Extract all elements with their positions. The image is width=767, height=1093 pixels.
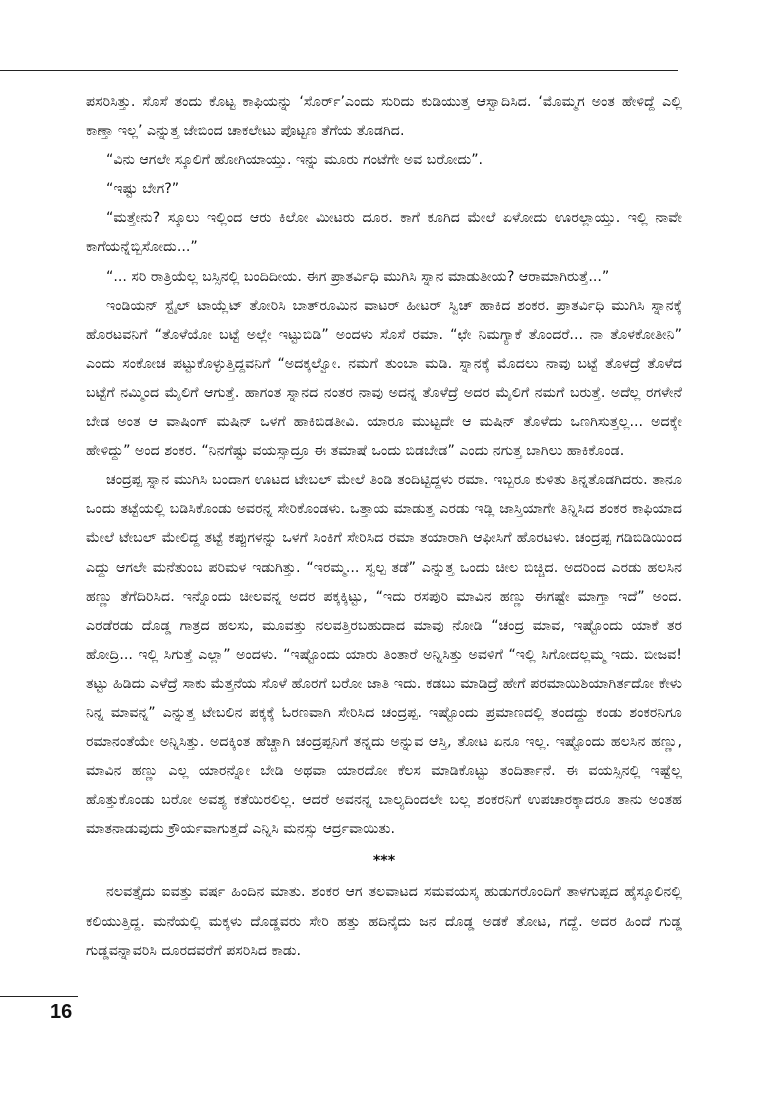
paragraph: “... ಸರಿ ರಾತ್ರಿಯೆಲ್ಲ ಬಸ್ಸಿನಲ್ಲಿ ಬಂದಿದೀಯ. ಈಗ ಪ್ರಾತರ್ವಿಧಿ ಮುಗಿಸಿ ಸ್ನಾನ ಮಾಡುತೀಯ? ಆರಾಮಾಗಿರುತ್ತೆ...” [106,268,610,285]
paragraph: “ವಿನು ಆಗಲೇ ಸ್ಕೂಲಿಗೆ ಹೋಗಿಯಾಯ್ತು. ಇನ್ನು ಮೂರು ಗಂಟೆಗೇ ಅವ ಬರೋದು”. [106,152,484,169]
paragraph: ಚಂದ್ರಪ್ಪ ಸ್ನಾನ ಮುಗಿಸಿ ಬಂದಾಗ ಊಟದ ಟೇಬಲ್ ಮೇಲೆ ತಿಂಡಿ ತಂದಿಟ್ಟಿದ್ದಳು ರಮಾ. ಇಬ್ಬರೂ ಕುಳಿತು ತಿನ್ನತೊಡಗಿದರು. ತಾನೂ ಒಂದು ತಟ್ಟೆಯಲ್ಲಿ ಬಡಿಸಿಕೊಂಡು ಅವರನ್ನ ಸೇರಿಕೊಂಡಳು. ಒತ್ತಾಯ ಮಾಡುತ್ತ ಎರಡು ಇಡ್ಲಿ ಜಾಸ್ತಿಯಾಗೇ ತಿನ್ನಿಸಿದ ಶಂಕರ ಕಾಫಿಯಾದ ಮೇಲೆ ಟೇಬಲ್ ಮೇಲಿದ್ದ ತಟ್ಟೆ ಕಪ್ಪುಗಳನ್ನು ಒಳಗೆ ಸಿಂಕಿಗೆ ಸೇರಿಸಿದ ರಮಾ ತಯಾರಾಗಿ ಆಫೀಸಿಗೆ ಹೊರಟಳು. ಚಂದ್ರಪ್ಪ ಗಡಿಬಿಡಿಯಿಂದ ಎದ್ದು ಆಗಲೇ ಮನೆತುಂಬ ಪರಿಮಳ ಇಡುಗಿತ್ತು. “ಇರಮ್ಮ... ಸ್ವಲ್ಪ ತಡೆ” ಎನ್ನುತ್ತ ಒಂದು ಚೀಲ ಬಿಚ್ಚಿದ. ಅದರಿಂದ ಎರಡು ಹಲಸಿನ ಹಣ್ಣು ತೆಗೆದಿರಿಸಿದ. ಇನ್ನೊಂದು ಚೀಲವನ್ನ ಅದರ ಪಕ್ಕಕ್ಕಿಟ್ಟು, “ಇದು ರಸಪುರಿ ಮಾವಿನ ಹಣ್ಣು ಈಗಷ್ಟೇ ಮಾಗ್ತಾ ಇದೆ” ಅಂದ. ಎರಡೆರಡು ದೊಡ್ಡ ಗಾತ್ರದ ಹಲಸು, ಮೂವತ್ತು ನಲವತ್ತಿರಬಹುದಾದ ಮಾವು ನೋಡಿ “ಚಂದ್ರ ಮಾವ, ಇಷ್ಟೊಂದು ಯಾಕೆ ತರ ಹೋದ್ರಿ... ಇಲ್ಲಿ ಸಿಗುತ್ತೆ ಎಲ್ಲಾ” ಅಂದಳು. “ಇಷ್ಟೊಂದು ಯಾರು ತಿಂತಾರೆ ಅನ್ನಿಸಿತ್ತು ಅವಳಿಗೆ “ಇಲ್ಲಿ ಸಿಗೋದಲ್ಲಮ್ಮ ಇದು. ಬೀಜವ! ತಟ್ಟು ಹಿಡಿದು ಎಳೆದ್ರೆ ಸಾಕು ಮೆತ್ತನೆಯ ಸೊಳೆ ಹೊರಗೆ ಬರೋ ಜಾತಿ ಇದು. ಕಡಬು ಮಾಡಿದ್ರೆ ಹೇಗೆ ಪರಮಾಯಿಶಿಯಾಗಿರ್ತದೋ ಕೇಳು ನಿನ್ನ ಮಾವನ್ನ” ಎನ್ನುತ್ತ ಟೇಬಲಿನ ಪಕ್ಕಕ್ಕೆ ಓರಣವಾಗಿ ಸೇರಿಸಿದ ಚಂದ್ರಪ್ಪ. ಇಷ್ಟೊಂದು ಪ್ರಮಾಣದಲ್ಲಿ ತಂದದ್ದು ಕಂಡು ಶಂಕರನಿಗೂ ರಮಾನಂತೆಯೇ ಅನ್ನಿಸಿತ್ತು. ಅದಕ್ಕಿಂತ ಹೆಚ್ಚಾಗಿ ಚಂದ್ರಪ್ಪನಿಗೆ ತನ್ನದು ಅನ್ನುವ ಆಸ್ತಿ, ತೋಟ ಏನೂ ಇಲ್ಲ. ಇಷ್ಟೊಂದು ಹಲಸಿನ ಹಣ್ಣು, ಮಾವಿನ ಹಣ್ಣು ಎಲ್ಲ ಯಾರನ್ನೋ ಬೇಡಿ ಅಥವಾ ಯಾರದೋ ಕೆಲಸ ಮಾಡಿಕೊಟ್ಟು ತಂದಿರ್ತಾನೆ. ಈ ವಯಸ್ಸಿನಲ್ಲಿ ಇಷ್ಟೆಲ್ಲ ಹೊತ್ತುಕೊಂಡು ಬರೋ ಅವಶ್ಯ ಕತೆಯಿರಲಿಲ್ಲ. ಆದರೆ ಅವನನ್ನ ಬಾಲ್ಯದಿಂದಲೇ ಬಲ್ಲ ಶಂಕರನಿಗೆ ಉಪಚಾರಕ್ಕಾದರೂ ತಾನು ಅಂತಹ ಮಾತನಾಡುವುದು ಕ್ರೌರ್ಯವಾಗುತ್ತದೆ ಎನ್ನಿಸಿ ಮನಸ್ಸು ಆರ್ದ್ರವಾಯಿತು. [86,472,682,838]
paragraph: ನಲವತ್ತೈದು ಐವತ್ತು ವರ್ಷ ಹಿಂದಿನ ಮಾತು. ಶಂಕರ ಆಗ ತಲವಾಟದ ಸಮವಯಸ್ಕ ಹುಡುಗರೊಂದಿಗೆ ತಾಳಗುಪ್ಪದ ಹೈಸ್ಕೂಲಿನಲ್ಲಿ ಕಲಿಯುತ್ತಿದ್ದ. ಮನೆಯಲ್ಲಿ ಮಕ್ಕಳು ದೊಡ್ಡವರು ಸೇರಿ ಹತ್ತು ಹದಿನೈದು ಜನ ದೊಡ್ಡ ಅಡಕೆ ತೋಟ, ಗದ್ದೆ. ಅದರ ಹಿಂದೆ ಗುಡ್ಡ ಗುಡ್ಡವನ್ನಾವರಿಸಿ ದೂರದವರೆಗೆ ಪಸರಿಸಿದ ಕಾಡು. [86,884,682,959]
section-break: *** [372,853,396,870]
paragraph: “ಮತ್ತೇನು? ಸ್ಕೂಲು ಇಲ್ಲಿಂದ ಆರು ಕಿಲೋ ಮೀಟರು ದೂರ. ಕಾಗೆ ಕೂಗಿದ ಮೇಲೆ ಏಳೋದು ಊರಲ್ಲಾಯ್ತು. ಇಲ್ಲಿ ನಾವೇ ಕಾಗೆಯನ್ನೆಬ್ಬಿಸೋದು...” [86,210,682,256]
footer-rule [0,996,78,997]
paragraph: “ಇಷ್ಟು ಬೇಗ?” [106,181,180,198]
paragraph: ಪಸರಿಸಿತ್ತು. ಸೊಸೆ ತಂದು ಕೊಟ್ಟ ಕಾಫಿಯನ್ನು ‘ಸೊರ್ರ್’ಎಂದು ಸುರಿದು ಕುಡಿಯುತ್ತ ಆಸ್ವಾದಿಸಿದ. ‘ಮೊಮ್ಮಗ ಅಂತ ಹೇಳಿದ್ದೆ ಎಲ್ಲಿ ಕಾಣ್ತಾ ಇಲ್ಲ’ ಎನ್ನುತ್ತ ಜೇಬಿಂದ ಚಾಕಲೇಟು ಪೊಟ್ಟಣ ತೆಗೆಯ ತೊಡಗಿದ. [86,94,682,140]
page-number: 16 [50,1001,73,1023]
story-text [86,88,682,966]
paragraph: ಇಂಡಿಯನ್ ಸ್ಟೈಲ್ ಟಾಯ್ಲೆಟ್ ತೋರಿಸಿ ಬಾತ್‌ರೂಮಿನ ವಾಟರ್ ಹೀಟರ್ ಸ್ವಿಚ್ ಹಾಕಿದ ಶಂಕರ. ಪ್ರಾತರ್ವಿಧಿ ಮುಗಿಸಿ ಸ್ನಾನಕ್ಕೆ ಹೊರಟವನಿಗೆ “ತೊಳೆಯೋ ಬಟ್ಟೆ ಅಲ್ಲೇ ಇಟ್ಟುಬಿಡಿ” ಅಂದಳು ಸೊಸೆ ರಮಾ. “ಛೇ ನಿಮಗ್ಯಾಕೆ ತೊಂದರೆ... ನಾ ತೊಳಕೋತೀನಿ” ಎಂದು ಸಂಕೋಚ ಪಟ್ಟುಕೊಳ್ಳುತ್ತಿದ್ದವನಿಗೆ “ಅದಕ್ಕಲ್ವೋ. ನಮಗೆ ತುಂಬಾ ಮಡಿ. ಸ್ನಾನಕ್ಕೆ ಮೊದಲು ನಾವು ಬಟ್ಟೆ ತೊಳದ್ರೆ ತೊಳೆದ ಬಟ್ಟೆಗೆ ನಮ್ಮಿಂದ ಮೈಲಿಗೆ ಆಗುತ್ತೆ. ಹಾಗಂತ ಸ್ನಾನದ ನಂತರ ನಾವು ಅದನ್ನ ತೊಳೆದ್ರೆ ಅದರ ಮೈಲಿಗೆ ನಮಗೆ ಬರುತ್ತೆ. ಅದೆಲ್ಲ ರಗಳೇನೆ ಬೇಡ ಅಂತ ಆ ವಾಷಿಂಗ್ ಮಷಿನ್ ಒಳಗೆ ಹಾಕಿಬಿಡತೀವಿ. ಯಾರೂ ಮುಟ್ಟದೇ ಆ ಮಷಿನ್ ತೊಳೆದು ಒಣಗಿಸುತ್ತಲ್ಲ... ಅದಕ್ಕೇ ಹೇಳಿದ್ದು” ಅಂದ ಶಂಕರ. “ನಿನಗೆಷ್ಟು ವಯಸ್ಸಾದ್ರೂ ಈ ತಮಾಷೆ ಒಂದು ಬಿಡಬೇಡ” ಎಂದು ನಗುತ್ತ ಬಾಗಿಲು ಹಾಕಿಕೊಂಡ. [86,297,682,460]
header-rule [0,70,678,71]
